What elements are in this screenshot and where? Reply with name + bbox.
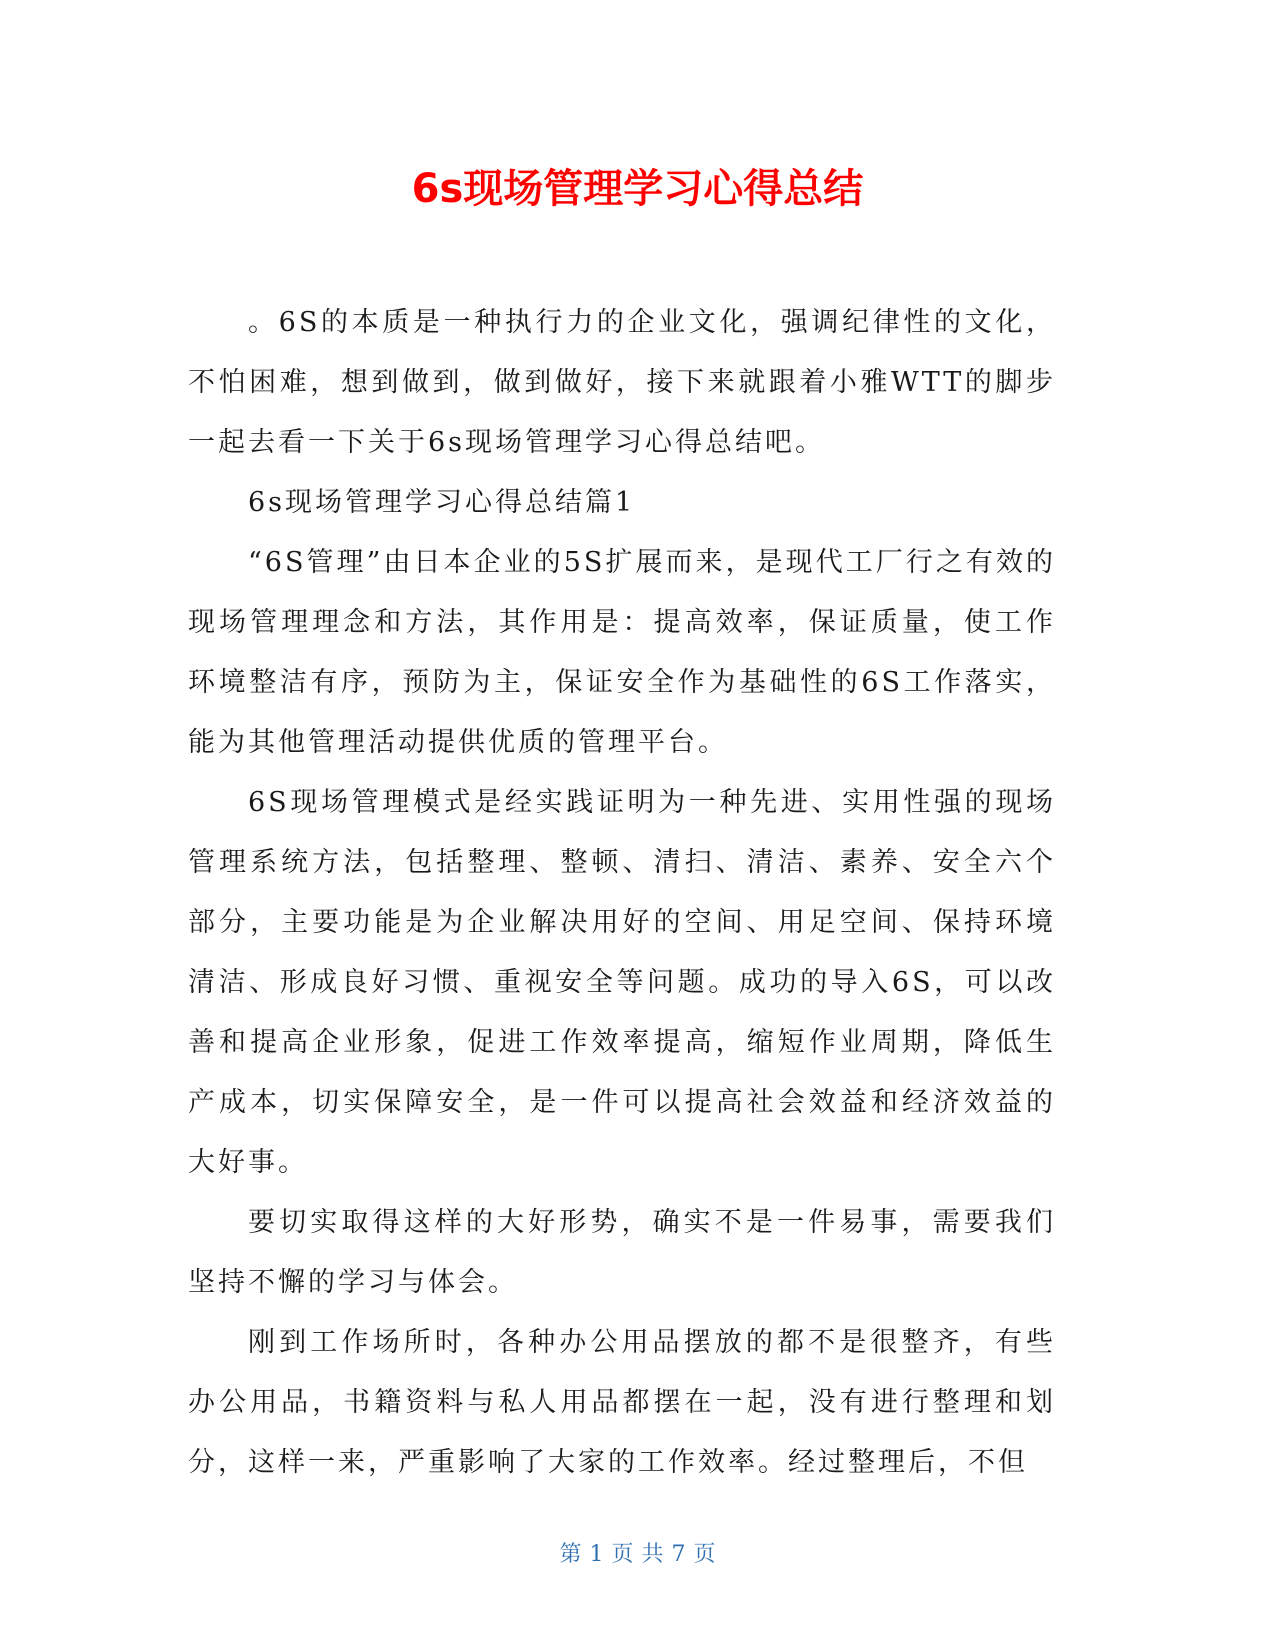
total-pages-number: 7 (671, 1542, 686, 1567)
page-label: 页 (611, 1542, 634, 1567)
paragraph: 要切实取得这样的大好形势，确实不是一件易事，需要我们坚持不懈的学习与体会。 (188, 1207, 1056, 1298)
paragraph-intro: 。6S的本质是一种执行力的企业文化，强调纪律性的文化，不怕困难，想到做到，做到做好，接下来就跟着小雅WTT的脚步一起去看一下关于6s现场管理学习心得总结吧。 (188, 307, 1056, 458)
page-footer (0, 1540, 1275, 1570)
paragraph: “6S管理”由日本企业的5S扩展而来，是现代工厂行之有效的现场管理理念和方法，其作用是：提高效率，保证质量，使工作环境整洁有序，预防为主，保证安全作为基础性的6S工作落实，能为其他管理活动提供优质的管理平台。 (188, 547, 1056, 758)
total-label: 共 (641, 1542, 664, 1567)
current-page-number: 1 (589, 1542, 604, 1567)
section-heading: 6s现场管理学习心得总结篇1 (248, 487, 636, 518)
page-label: 第 (559, 1542, 582, 1567)
paragraph: 6S现场管理模式是经实践证明为一种先进、实用性强的现场管理系统方法，包括整理、整顿、清扫、清洁、素养、安全六个部分，主要功能是为企业解决用好的空间、用足空间、保持环境清洁、形成良好习惯、重视安全等问题。成功的导入6S，可以改善和提高企业形象，促进工作效率提高，缩短作业周期，降低生产成本，切实保障安全，是一件可以提高社会效益和经济效益的大好事。 (188, 787, 1056, 1178)
document-body (188, 293, 1056, 1493)
document-title: 6s现场管理学习心得总结 (411, 166, 864, 212)
paragraph: 刚到工作场所时，各种办公用品摆放的都不是很整齐，有些办公用品，书籍资料与私人用品都摆在一起，没有进行整理和划分，这样一来，严重影响了大家的工作效率。经过整理后，不但 (188, 1327, 1056, 1478)
page-label: 页 (693, 1542, 716, 1567)
